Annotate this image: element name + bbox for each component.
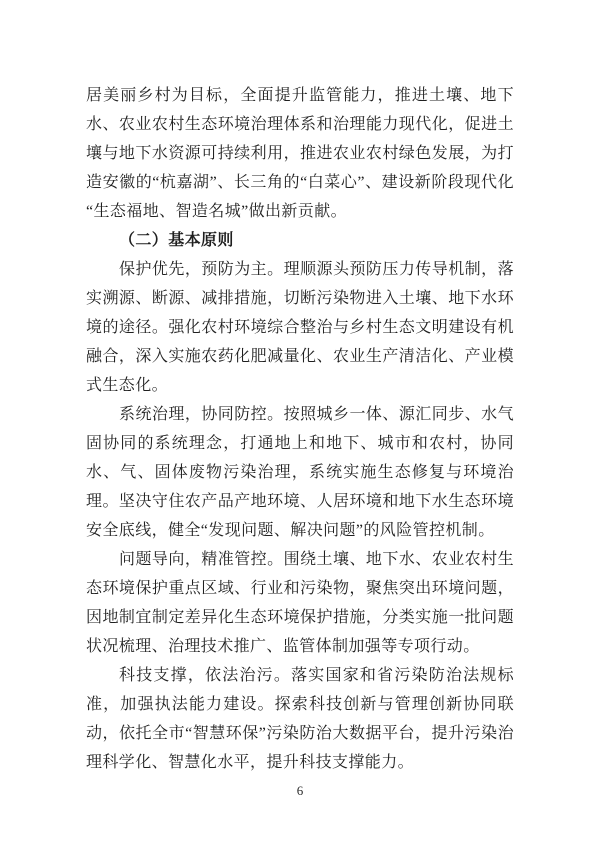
paragraph-text: 围绕土壤、地下水、农业农村生态环境保护重点区域、行业和污染物，聚焦突出环境问题，因地制宜制定差异化生态环境保护措施，分类实施一批问题状况梳理、治理技术推广、监管体制加强等专项行动。 bbox=[86, 551, 514, 655]
paragraph-tech-support bbox=[86, 661, 514, 777]
paragraph-text: 按照城乡一体、源汇同步、水气固协同的系统理念，打通地上和地下、城市和农村，协同水、气、固体废物污染治理，系统实施生态修复与环境治理。坚决守住农产品产地环境、人居环境和地下水生态环境安全底线，健全“发现问题、解决问题”的风险管控机制。 bbox=[86, 406, 514, 539]
paragraph-protection-first bbox=[86, 255, 514, 400]
paragraph-lead: 系统治理，协同防控。 bbox=[119, 406, 284, 423]
paragraph-lead: 科技支撑，依法治污。 bbox=[119, 667, 292, 684]
paragraph-systematic-governance bbox=[86, 400, 514, 545]
paragraph-continuation bbox=[86, 81, 514, 226]
paragraph-lead: 问题导向，精准管控。 bbox=[119, 551, 284, 568]
section-heading bbox=[86, 226, 514, 255]
paragraph-lead: 保护优先，预防为主。 bbox=[119, 261, 284, 278]
text-content bbox=[86, 81, 514, 777]
paragraph-text: 落实国家和省污染防治法规标准，加强执法能力建设。探索科技创新与管理创新协同联动，依托全市“智慧环保”污染防治大数据平台，提升污染治理科学化、智慧化水平，提升科技支撑能力。 bbox=[86, 667, 514, 771]
page-number: 6 bbox=[296, 783, 304, 798]
paragraph-problem-oriented bbox=[86, 545, 514, 661]
paragraph-text: 居美丽乡村为目标，全面提升监管能力，推进土壤、地下水、农业农村生态环境治理体系和治理能力现代化，促进土壤与地下水资源可持续利用，推进农业农村绿色发展，为打造安徽的“杭嘉湖”、长三角的“白菜心”、建设新阶段现代化“生态福地、智造名城”做出新贡献。 bbox=[86, 87, 514, 220]
paragraph-text: 理顺源头预防压力传导机制，落实溯源、断源、减排措施，切断污染物进入土壤、地下水环境的途径。强化农村环境综合整治与乡村生态文明建设有机融合，深入实施农药化肥减量化、农业生产清洁化、产业模式生态化。 bbox=[86, 261, 514, 394]
section-heading-text: （二）基本原则 bbox=[119, 232, 234, 249]
